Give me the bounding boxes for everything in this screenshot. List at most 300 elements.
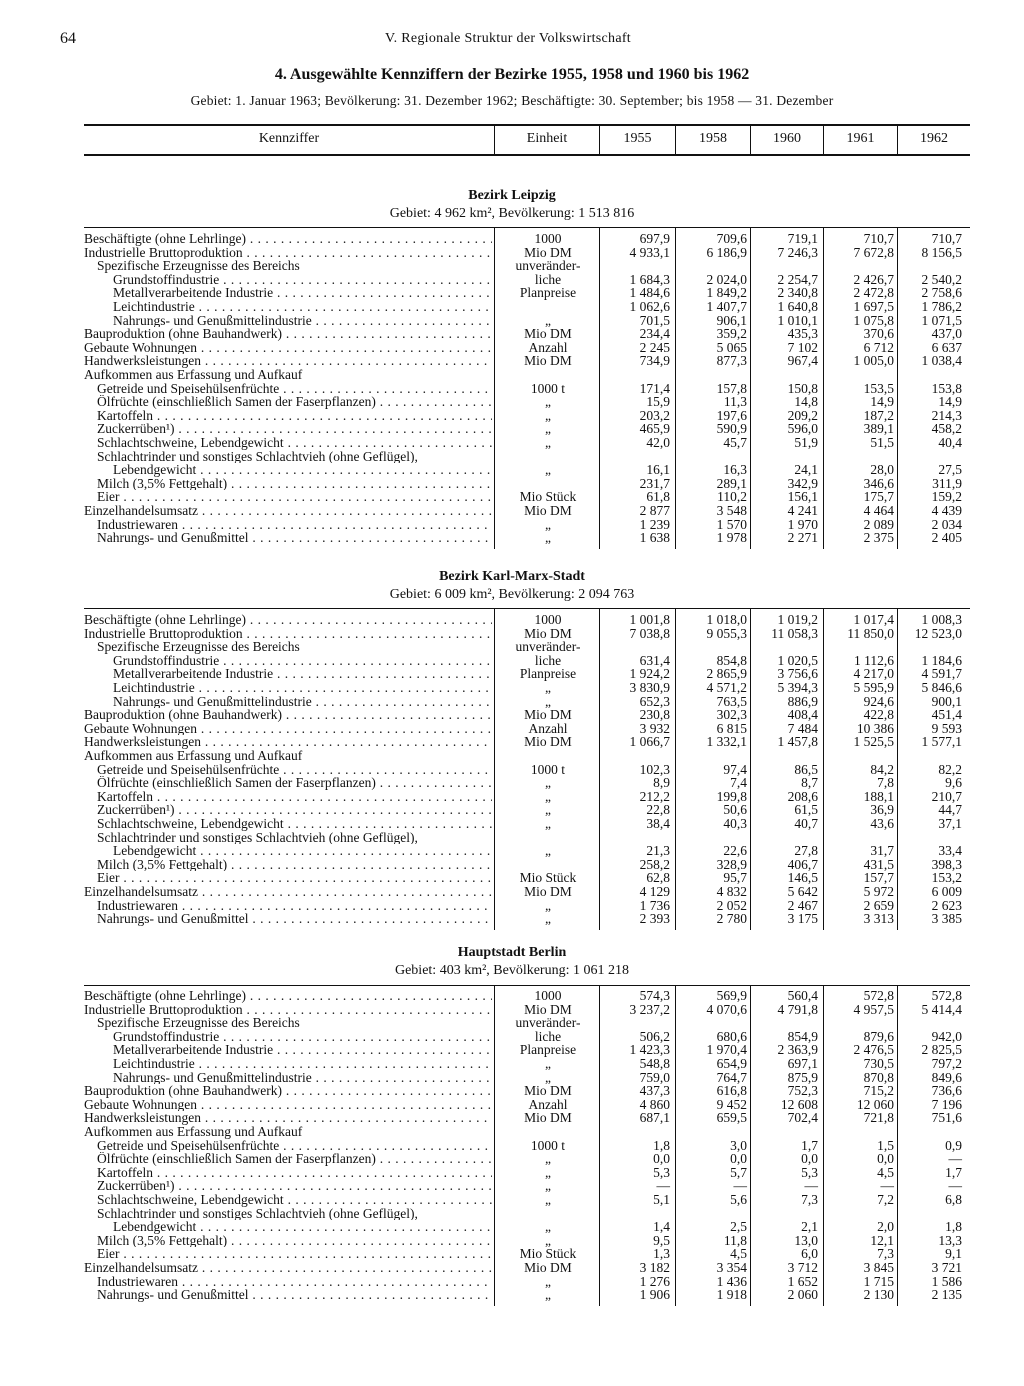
cell-1960: 86,5: [794, 761, 818, 777]
row-unit: unveränder-: [515, 258, 581, 274]
cell-1962: 2 405: [931, 530, 962, 546]
cell-1960: 7 246,3: [777, 244, 818, 260]
cell-1960: 2 271: [787, 530, 818, 546]
cell-1961: 1 017,4: [853, 612, 894, 627]
cell-1961: 1 112,6: [854, 652, 894, 668]
cell-1961: 730,5: [863, 1056, 894, 1071]
table-row: [0, 1084, 1024, 1098]
table-row: [0, 490, 1024, 504]
cell-1955: 9,5: [653, 1232, 670, 1248]
row-unit: Mio DM: [524, 1083, 572, 1099]
cell-1955: 1 066,7: [629, 734, 670, 750]
cell-1961: 6 712: [863, 339, 894, 355]
cell-1962: 311,9: [932, 475, 962, 491]
cell-1955: 3 182: [639, 1260, 670, 1275]
cell-1962: 82,2: [938, 761, 962, 777]
row-label: Handwerksleistungen . . .: [84, 735, 492, 749]
row-unit: Mio DM: [524, 625, 572, 641]
row-label: Gebaute Wohnungen . . .: [84, 722, 492, 736]
cell-1958: 2 052: [716, 897, 747, 913]
header-rule-top: [84, 124, 970, 126]
row-label: Ölfrüchte (einschließlich Samen der Faserpflanzen) . . .: [97, 1152, 492, 1166]
cell-1962: 7 196: [931, 1096, 962, 1112]
row-label: Bauproduktion (ohne Bauhandwerk) . . .: [84, 708, 492, 722]
cell-1960: 967,4: [787, 353, 818, 369]
cell-1962: 3 721: [931, 1260, 962, 1275]
row-unit: Mio DM: [524, 1001, 572, 1017]
row-label: Beschäftigte (ohne Lehrlinge) . . .: [84, 613, 492, 627]
cell-1961: 12 060: [856, 1096, 894, 1112]
column-header-1962: 1962: [920, 131, 948, 146]
row-unit: „: [545, 530, 551, 546]
row-label: Eier . . .: [97, 1247, 492, 1261]
cell-1962: 2 825,5: [921, 1042, 962, 1058]
cell-1962: 9,1: [945, 1246, 962, 1262]
row-unit: „: [545, 816, 551, 831]
cell-1958: 5,6: [730, 1192, 747, 1207]
cell-1962: 4 439: [931, 503, 962, 518]
cell-1958: 328,9: [716, 856, 747, 872]
cell-1955: 2 245: [639, 339, 670, 355]
row-label: Schlachtschweine, Lebendgewicht . . .: [97, 436, 492, 450]
row-unit: 1000: [534, 231, 562, 246]
row-label: Spezifische Erzeugnisse des Bereichs: [97, 640, 300, 654]
cell-1955: 203,2: [639, 407, 670, 423]
row-unit: „: [545, 911, 551, 927]
cell-1958: 764,7: [716, 1069, 747, 1085]
cell-1961: 2 375: [863, 530, 894, 546]
cell-1960: 719,1: [787, 231, 818, 246]
cell-1962: 6,8: [945, 1192, 962, 1207]
cell-1958: 359,2: [716, 326, 747, 342]
cell-1960: 14,8: [794, 394, 818, 410]
cell-1958: 289,1: [716, 475, 747, 491]
cell-1960: 1 010,1: [777, 312, 818, 328]
row-label: Aufkommen aus Erfassung und Aufkauf: [84, 749, 303, 763]
cell-1960: 7,3: [801, 1192, 818, 1207]
table-row: [0, 1166, 1024, 1180]
row-label: Beschäftigte (ohne Lehrlinge) . . .: [84, 989, 492, 1003]
row-unit: 1000 t: [530, 380, 566, 396]
row-unit: „: [545, 802, 551, 818]
cell-1960: 1 640,8: [777, 299, 818, 314]
row-label: Lebendgewicht . . .: [113, 463, 492, 477]
cell-1962: 797,2: [931, 1056, 962, 1071]
row-label: Nahrungs- und Genußmittel . . .: [97, 912, 492, 926]
cell-1958: 3 548: [716, 503, 747, 518]
table-row: [0, 899, 1024, 913]
cell-1955: 61,8: [646, 489, 670, 505]
cell-1955: 1 684,3: [629, 271, 670, 287]
table-row: [0, 1057, 1024, 1071]
row-unit: „: [545, 394, 551, 410]
section-rule: [84, 227, 970, 228]
table-row: [0, 232, 1024, 246]
cell-1961: 4 464: [863, 503, 894, 518]
cell-1955: 687,1: [639, 1110, 670, 1126]
cell-1962: 572,8: [931, 988, 962, 1003]
table-row: [0, 436, 1024, 450]
cell-1961: 2 089: [863, 516, 894, 532]
row-unit: „: [545, 1164, 551, 1180]
cell-1958: 1 407,7: [706, 299, 747, 314]
row-label: Bauproduktion (ohne Bauhandwerk) . . .: [84, 327, 492, 341]
cell-1962: 751,6: [931, 1110, 962, 1126]
table-row: [0, 504, 1024, 518]
cell-1960: 1 457,8: [777, 734, 818, 750]
cell-1960: 13,0: [794, 1232, 818, 1248]
cell-1962: 1,8: [945, 1219, 962, 1235]
table-row: [0, 314, 1024, 328]
cell-1955: 171,4: [639, 380, 670, 396]
cell-1962: 736,6: [931, 1083, 962, 1099]
cell-1962: 33,4: [938, 843, 962, 859]
cell-1961: 28,0: [870, 462, 894, 478]
column-header-einheit: Einheit: [526, 131, 568, 146]
column-header-kennziffer: Kennziffer: [258, 131, 320, 146]
table-row: [0, 871, 1024, 885]
row-unit: „: [545, 897, 551, 913]
cell-1960: 209,2: [787, 407, 818, 423]
cell-1962: 214,3: [931, 407, 962, 423]
table-row: [0, 989, 1024, 1003]
cell-1960: 40,7: [794, 816, 818, 831]
cell-1962: 6 637: [931, 339, 962, 355]
cell-1962: 44,7: [938, 802, 962, 818]
row-label: Gebaute Wohnungen . . .: [84, 341, 492, 355]
cell-1955: 734,9: [639, 353, 670, 369]
cell-1960: 3 756,6: [777, 666, 818, 682]
table-row: [0, 368, 1024, 382]
cell-1960: 146,5: [787, 870, 818, 886]
table-row: [0, 1125, 1024, 1139]
cell-1958: 50,6: [723, 802, 747, 818]
table-row: [0, 640, 1024, 654]
cell-1955: 3 932: [639, 720, 670, 736]
cell-1962: 153,8: [931, 380, 962, 396]
row-unit: „: [545, 1287, 551, 1303]
row-label: Kartoffeln . . .: [97, 1166, 492, 1180]
cell-1955: 15,9: [646, 394, 670, 410]
cell-1960: 854,9: [787, 1028, 818, 1044]
cell-1962: 153,2: [931, 870, 962, 886]
row-unit: Mio DM: [524, 353, 572, 369]
cell-1960: 0,0: [801, 1151, 818, 1167]
row-label: Milch (3,5% Fettgehalt) . . .: [97, 477, 492, 491]
row-label: Kartoffeln . . .: [97, 409, 492, 423]
row-unit: Planpreise: [519, 285, 577, 301]
cell-1960: 2 340,8: [777, 285, 818, 301]
cell-1960: 406,7: [787, 856, 818, 872]
cell-1958: 5,7: [730, 1164, 747, 1180]
cell-1955: 4 129: [639, 884, 670, 899]
row-label: Eier . . .: [97, 490, 492, 504]
section-title-bezirk-karl-marx-stadt: Bezirk Karl-Marx-Stadt: [439, 569, 585, 584]
cell-1961: 51,5: [870, 435, 894, 450]
cell-1958: 40,3: [723, 816, 747, 831]
row-label: Schlachtrinder und sonstiges Schlachtvieh (ohne Geflügel),: [97, 1206, 418, 1221]
row-label: Gebaute Wohnungen . . .: [84, 1098, 492, 1112]
cell-1960: 4 791,8: [777, 1001, 818, 1017]
row-unit: Anzahl: [528, 720, 568, 736]
cell-1960: 5 642: [787, 884, 818, 899]
cell-1955: 1,8: [653, 1137, 670, 1153]
table-row: [0, 1275, 1024, 1289]
cell-1960: 560,4: [787, 988, 818, 1003]
cell-1962: 900,1: [931, 693, 962, 709]
cell-1961: 4 957,5: [853, 1001, 894, 1017]
cell-1962: 37,1: [938, 816, 962, 831]
cell-1955: 574,3: [639, 988, 670, 1003]
cell-1961: 370,6: [863, 326, 894, 342]
cell-1958: 302,3: [716, 707, 747, 723]
table-row: [0, 1139, 1024, 1153]
cell-1958: 97,4: [723, 761, 747, 777]
cell-1960: —: [804, 1178, 818, 1194]
table-row: [0, 409, 1024, 423]
cell-1958: 1 849,2: [706, 285, 747, 301]
cell-1958: 2 865,9: [706, 666, 747, 682]
cell-1960: 7 102: [787, 339, 818, 355]
row-unit: „: [545, 680, 551, 695]
table-row: [0, 844, 1024, 858]
cell-1958: 590,9: [716, 421, 747, 437]
cell-1955: 22,8: [646, 802, 670, 818]
cell-1962: 1 038,4: [921, 353, 962, 369]
cell-1960: 5,3: [801, 1164, 818, 1180]
cell-1960: 2 060: [787, 1287, 818, 1303]
cell-1961: 157,7: [863, 870, 894, 886]
cell-1955: 1 638: [639, 530, 670, 546]
row-unit: „: [545, 1056, 551, 1071]
cell-1955: 1,3: [653, 1246, 670, 1262]
table-row: [0, 300, 1024, 314]
cell-1962: 1 786,2: [921, 299, 962, 314]
table-row: [0, 450, 1024, 464]
row-label: Leichtindustrie . . .: [113, 1057, 492, 1071]
cell-1958: 4,5: [730, 1246, 747, 1262]
row-label: Getreide und Speisehülsenfrüchte . . .: [97, 763, 492, 777]
cell-1962: 3 385: [931, 911, 962, 927]
cell-1958: 2 780: [716, 911, 747, 927]
cell-1962: 9 593: [931, 720, 962, 736]
cell-1958: 569,9: [716, 988, 747, 1003]
cell-1958: 6 815: [716, 720, 747, 736]
table-row: [0, 273, 1024, 287]
cell-1958: 95,7: [723, 870, 747, 886]
cell-1962: 942,0: [931, 1028, 962, 1044]
cell-1960: 51,9: [794, 435, 818, 450]
row-label: Metallverarbeitende Industrie . . .: [113, 1043, 492, 1057]
cell-1961: —: [880, 1178, 894, 1194]
cell-1962: 8 156,5: [921, 244, 962, 260]
cell-1955: 1 736: [639, 897, 670, 913]
row-label: Aufkommen aus Erfassung und Aufkauf: [84, 368, 303, 382]
cell-1958: 2,5: [730, 1219, 747, 1235]
cell-1960: 150,8: [787, 380, 818, 396]
row-unit: „: [545, 1069, 551, 1085]
row-label: Zuckerrüben¹) . . .: [97, 803, 492, 817]
cell-1955: 2 877: [639, 503, 670, 518]
table-row: [0, 463, 1024, 477]
row-unit: „: [545, 421, 551, 437]
table-row: [0, 1207, 1024, 1221]
cell-1955: 0,0: [653, 1151, 670, 1167]
cell-1960: 5 394,3: [777, 680, 818, 695]
cell-1962: 27,5: [938, 462, 962, 478]
row-label: Getreide und Speisehülsenfrüchte . . .: [97, 1139, 492, 1153]
cell-1960: 702,4: [787, 1110, 818, 1126]
cell-1960: 435,3: [787, 326, 818, 342]
table-row: [0, 531, 1024, 545]
cell-1958: 9 452: [716, 1096, 747, 1112]
cell-1960: 7 484: [787, 720, 818, 736]
cell-1960: 408,4: [787, 707, 818, 723]
row-unit: „: [545, 435, 551, 450]
table-row: [0, 1098, 1024, 1112]
row-label: Leichtindustrie . . .: [113, 300, 492, 314]
cell-1961: 3 845: [863, 1260, 894, 1275]
row-unit: Mio Stück: [519, 1246, 577, 1262]
table-row: [0, 1030, 1024, 1044]
table-row: [0, 749, 1024, 763]
row-unit: „: [545, 1151, 551, 1167]
cell-1958: 7,4: [730, 775, 747, 791]
cell-1955: 231,7: [639, 475, 670, 491]
cell-1961: 5 972: [863, 884, 894, 899]
cell-1960: 61,5: [794, 802, 818, 818]
row-unit: unveränder-: [515, 639, 581, 655]
cell-1958: 197,6: [716, 407, 747, 423]
table-row: [0, 1193, 1024, 1207]
cell-1962: 13,3: [938, 1232, 962, 1248]
cell-1958: 854,8: [716, 652, 747, 668]
section-rule: [84, 985, 970, 986]
table-row: [0, 627, 1024, 641]
row-unit: Mio DM: [524, 244, 572, 260]
cell-1962: —: [948, 1178, 962, 1194]
cell-1960: 752,3: [787, 1083, 818, 1099]
cell-1958: 4 070,6: [706, 1001, 747, 1017]
cell-1962: 2 034: [931, 516, 962, 532]
row-label: Ölfrüchte (einschließlich Samen der Faserpflanzen) . . .: [97, 395, 492, 409]
cell-1955: 102,3: [639, 761, 670, 777]
cell-1961: 1 075,8: [853, 312, 894, 328]
section-subtitle-bezirk-karl-marx-stadt: Gebiet: 6 009 km², Bevölkerung: 2 094 763: [389, 587, 635, 602]
table-row: [0, 722, 1024, 736]
cell-1955: 258,2: [639, 856, 670, 872]
row-unit: „: [545, 1273, 551, 1289]
cell-1962: 6 009: [931, 884, 962, 899]
cell-1955: 506,2: [639, 1028, 670, 1044]
table-row: [0, 1016, 1024, 1030]
table-row: [0, 681, 1024, 695]
table-row: [0, 395, 1024, 409]
row-label: Eier . . .: [97, 871, 492, 885]
row-label: Metallverarbeitende Industrie . . .: [113, 286, 492, 300]
cell-1962: 5 846,6: [921, 680, 962, 695]
cell-1955: —: [656, 1178, 670, 1194]
cell-1960: 1 020,5: [777, 652, 818, 668]
cell-1955: 1 423,3: [629, 1042, 670, 1058]
row-label: Aufkommen aus Erfassung und Aufkauf: [84, 1125, 303, 1139]
cell-1962: 2 758,6: [921, 285, 962, 301]
cell-1961: 1 005,0: [853, 353, 894, 369]
row-unit: Anzahl: [528, 339, 568, 355]
row-unit: 1000 t: [530, 1137, 566, 1153]
page-number: 64: [60, 30, 76, 47]
table-row: [0, 1234, 1024, 1248]
cell-1955: 3 237,2: [629, 1001, 670, 1017]
table-row: [0, 1247, 1024, 1261]
table-row: [0, 667, 1024, 681]
cell-1961: 187,2: [863, 407, 894, 423]
row-label: Zuckerrüben¹) . . .: [97, 1179, 492, 1193]
row-label: Schlachtschweine, Lebendgewicht . . .: [97, 817, 492, 831]
cell-1962: 0,9: [945, 1137, 962, 1153]
cell-1958: 45,7: [723, 435, 747, 450]
cell-1960: 4 241: [787, 503, 818, 518]
row-unit: „: [545, 516, 551, 532]
cell-1955: 465,9: [639, 421, 670, 437]
table-row: [0, 327, 1024, 341]
table-row: [0, 1152, 1024, 1166]
section-title-hauptstadt-berlin: Hauptstadt Berlin: [457, 945, 567, 960]
cell-1961: 7,2: [877, 1192, 894, 1207]
cell-1960: 156,1: [787, 489, 818, 505]
cell-1961: 5 595,9: [853, 680, 894, 695]
row-label: Beschäftigte (ohne Lehrlinge) . . .: [84, 232, 492, 246]
row-unit: „: [545, 407, 551, 423]
column-header-1955: 1955: [623, 131, 652, 146]
section-rule: [84, 608, 970, 609]
row-unit: „: [545, 693, 551, 709]
table-row: [0, 1043, 1024, 1057]
row-label: Kartoffeln . . .: [97, 790, 492, 804]
cell-1961: 4,5: [877, 1164, 894, 1180]
cell-1961: 879,6: [863, 1028, 894, 1044]
row-label: Schlachtrinder und sonstiges Schlachtvieh (ohne Geflügel),: [97, 830, 418, 845]
cell-1958: 157,8: [716, 380, 747, 396]
table-row: [0, 477, 1024, 491]
cell-1958: 1 970,4: [706, 1042, 747, 1058]
table-row: [0, 790, 1024, 804]
table-row: [0, 735, 1024, 749]
row-label: Spezifische Erzeugnisse des Bereichs: [97, 1016, 300, 1030]
row-label: Schlachtrinder und sonstiges Schlachtvieh (ohne Geflügel),: [97, 449, 418, 464]
cell-1962: 4 591,7: [921, 666, 962, 682]
cell-1958: 9 055,3: [706, 625, 747, 641]
row-unit: Mio DM: [524, 884, 572, 899]
cell-1955: 759,0: [639, 1069, 670, 1085]
cell-1961: 7,8: [877, 775, 894, 791]
cell-1958: 11,3: [723, 394, 747, 410]
row-label: Lebendgewicht . . .: [113, 1220, 492, 1234]
cell-1960: 27,8: [794, 843, 818, 859]
row-unit: Mio DM: [524, 1110, 572, 1126]
table-row: [0, 912, 1024, 926]
cell-1961: 710,7: [863, 231, 894, 246]
cell-1961: 1 715: [863, 1273, 894, 1289]
cell-1958: 2 024,0: [706, 271, 747, 287]
table-row: [0, 1111, 1024, 1125]
row-unit: Planpreise: [519, 666, 577, 682]
cell-1961: 43,6: [870, 816, 894, 831]
table-row: [0, 1261, 1024, 1275]
table-row: [0, 654, 1024, 668]
table-row: [0, 831, 1024, 845]
cell-1961: 84,2: [870, 761, 894, 777]
